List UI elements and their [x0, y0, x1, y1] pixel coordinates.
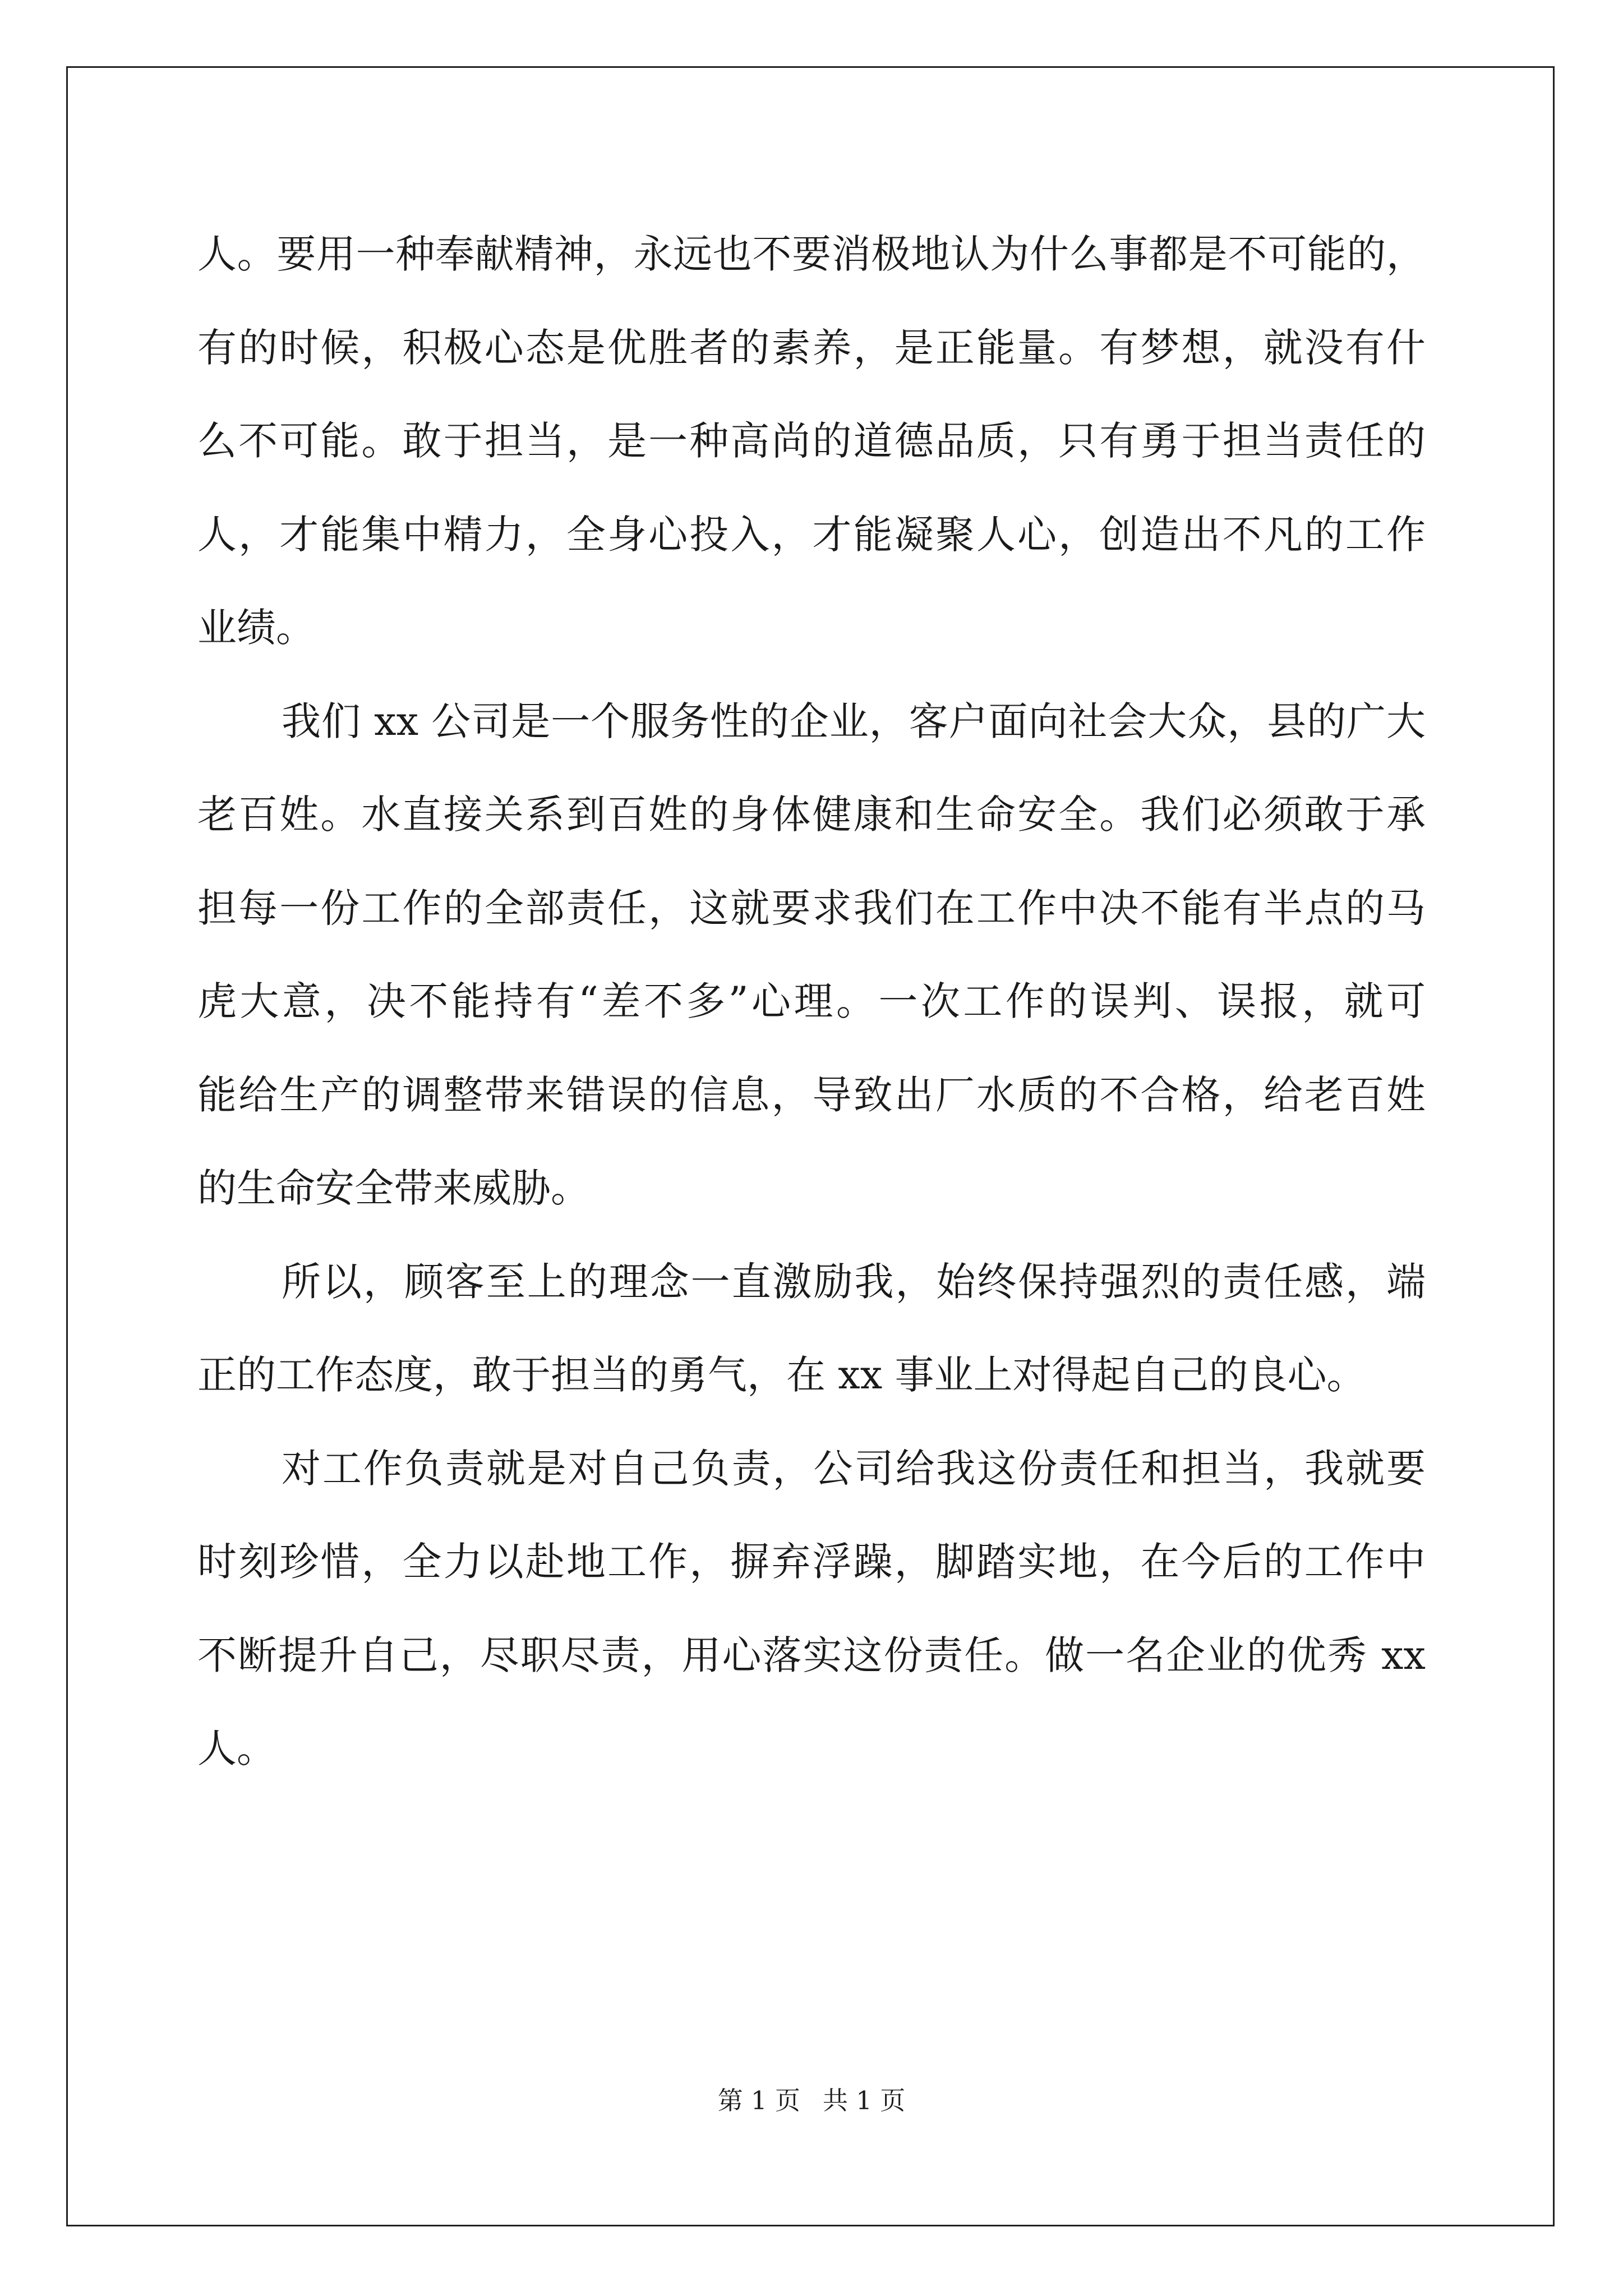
- text-line: 老百姓。水直接关系到百姓的身体健康和生命安全。我们必须敢于承: [197, 792, 1426, 838]
- text-line: 有的时候，积极心态是优胜者的素养，是正能量。有梦想，就没有什: [197, 324, 1426, 371]
- text-line: 么不可能。敢于担当，是一种高尚的道德品质，只有勇于担当责任的: [197, 418, 1426, 464]
- text-line: 人。要用一种奉献精神，永远也不要消极地认为什么事都是不可能的，: [197, 231, 1426, 277]
- text-line: 业绩。: [197, 605, 315, 651]
- text-line: 能给生产的调整带来错误的信息，导致出厂水质的不合格，给老百姓: [197, 1071, 1426, 1118]
- text-line: 正的工作态度，敢于担当的勇气，在 xx 事业上对得起自己的良心。: [197, 1352, 1366, 1398]
- paragraph-start-line: 所以，顾客至上的理念一直激励我，始终保持强烈的责任感，端: [282, 1258, 1426, 1305]
- text-line: 的生命安全带来威胁。: [197, 1165, 590, 1211]
- text-line: 虎大意，决不能持有“差不多”心理。一次工作的误判、误报，就可: [197, 978, 1426, 1024]
- paragraph-start-line: 我们 xx 公司是一个服务性的企业，客户面向社会大众，县的广大: [282, 698, 1426, 744]
- text-line: 时刻珍惜，全力以赴地工作，摒弃浮躁，脚踏实地，在今后的工作中: [197, 1539, 1426, 1585]
- text-line: 不断提升自己，尽职尽责，用心落实这份责任。做一名企业的优秀 xx: [197, 1632, 1426, 1678]
- page-footer: [0, 2084, 1623, 2118]
- text-line: 人，才能集中精力，全身心投入，才能凝聚人心，创造出不凡的工作: [197, 511, 1426, 558]
- page-total: 共 1 页: [823, 2086, 906, 2115]
- text-line: 人。: [197, 1726, 276, 1772]
- text-line: 担每一份工作的全部责任，这就要求我们在工作中决不能有半点的马: [197, 885, 1426, 931]
- document-body: [197, 208, 1426, 1796]
- page-number: 第 1 页: [717, 2086, 800, 2115]
- paragraph-start-line: 对工作负责就是对自己负责，公司给我这份责任和担当，我就要: [282, 1445, 1426, 1492]
